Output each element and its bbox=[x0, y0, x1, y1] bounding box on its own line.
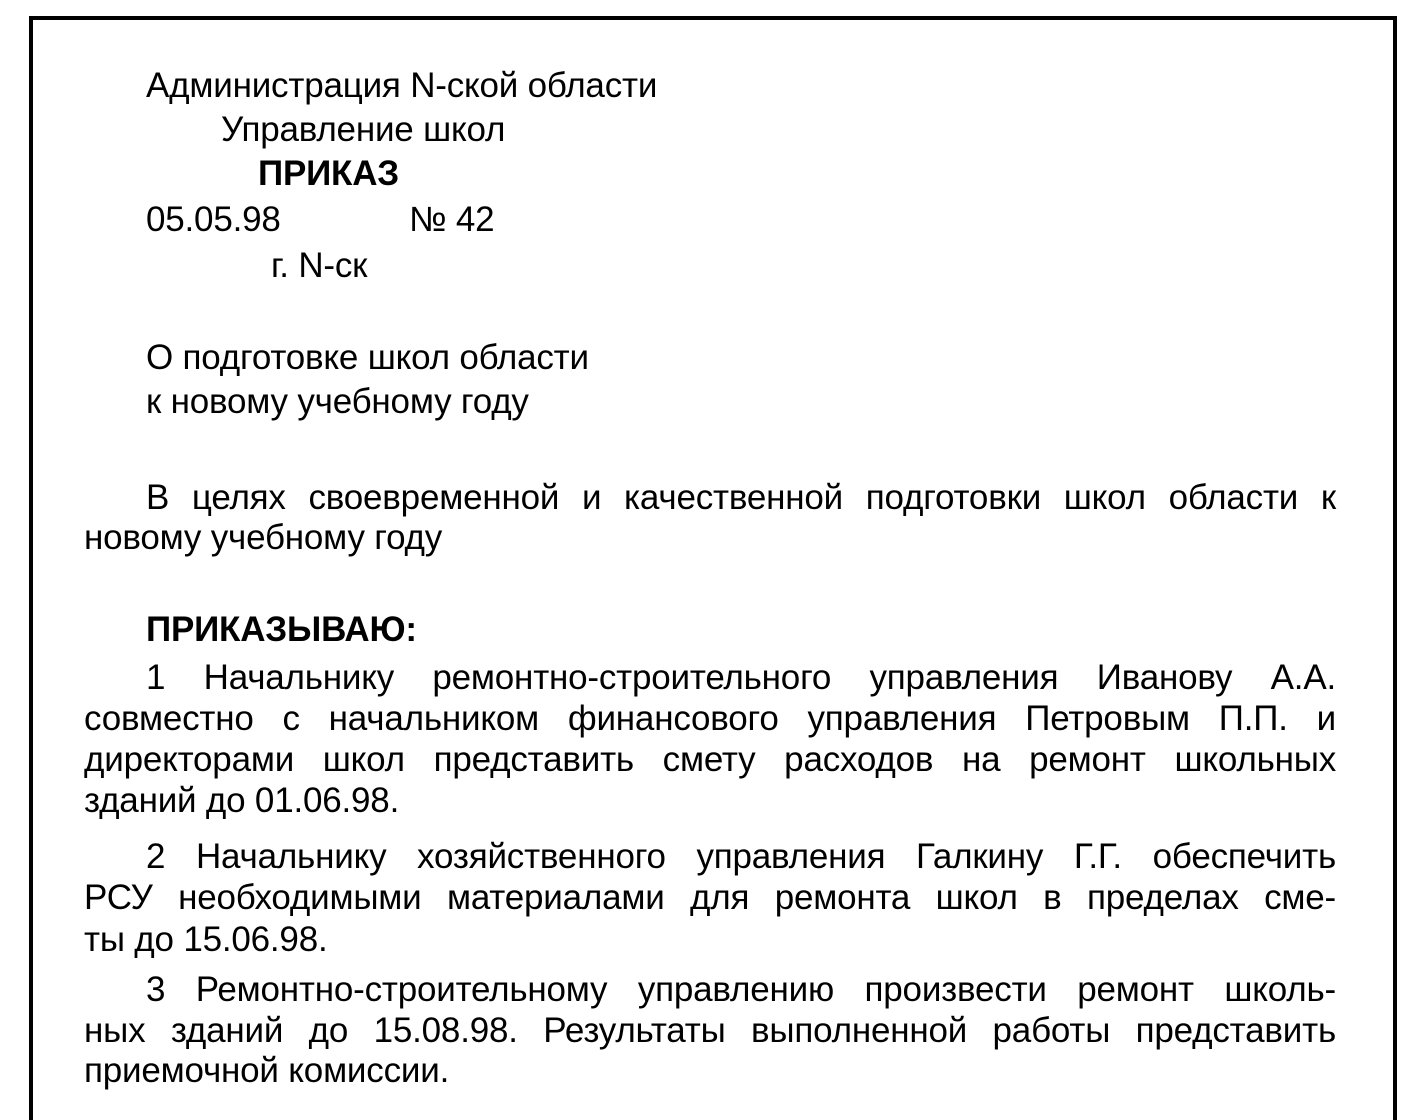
document-date: 05.05.98 bbox=[146, 200, 281, 239]
item-3-line-1: 3 Ремонтно-строительному управлению произвести ремонт школь- bbox=[146, 970, 1336, 1009]
department-name: Управление школ bbox=[221, 110, 506, 149]
item-3-line-3: приемочной комиссии. bbox=[84, 1051, 450, 1090]
item-1-line-4: зданий до 01.06.98. bbox=[84, 781, 400, 820]
organization-name: Администрация N-ской области bbox=[146, 66, 658, 105]
subject-line-2: к новому учебному году bbox=[146, 382, 529, 421]
item-2-line-2: РСУ необходимыми материалами для ремонта школ в пределах сме- bbox=[84, 878, 1336, 917]
item-2-line-3: ты до 15.06.98. bbox=[84, 920, 328, 959]
document-type: ПРИКАЗ bbox=[258, 154, 400, 193]
item-3-line-2: ных зданий до 15.08.98. Результаты выполненной работы представить bbox=[84, 1011, 1336, 1050]
item-2-line-1: 2 Начальнику хозяйственного управления Галкину Г.Г. обеспечить bbox=[146, 837, 1336, 876]
document-number: № 42 bbox=[409, 200, 495, 239]
item-1-line-1: 1 Начальнику ремонтно-строительного управления Иванову А.А. bbox=[146, 658, 1336, 697]
preamble-line-2: новому учебному году bbox=[84, 518, 443, 557]
item-1-line-2: совместно с начальником финансового управления Петровым П.П. и bbox=[84, 699, 1336, 738]
order-heading: ПРИКАЗЫВАЮ: bbox=[146, 610, 417, 649]
document-place: г. N-ск bbox=[271, 246, 368, 285]
subject-line-1: О подготовке школ области bbox=[146, 338, 589, 377]
preamble-line-1: В целях своевременной и качественной подготовки школ области к bbox=[146, 478, 1336, 517]
item-1-line-3: директорами школ представить смету расходов на ремонт школьных bbox=[84, 740, 1336, 779]
